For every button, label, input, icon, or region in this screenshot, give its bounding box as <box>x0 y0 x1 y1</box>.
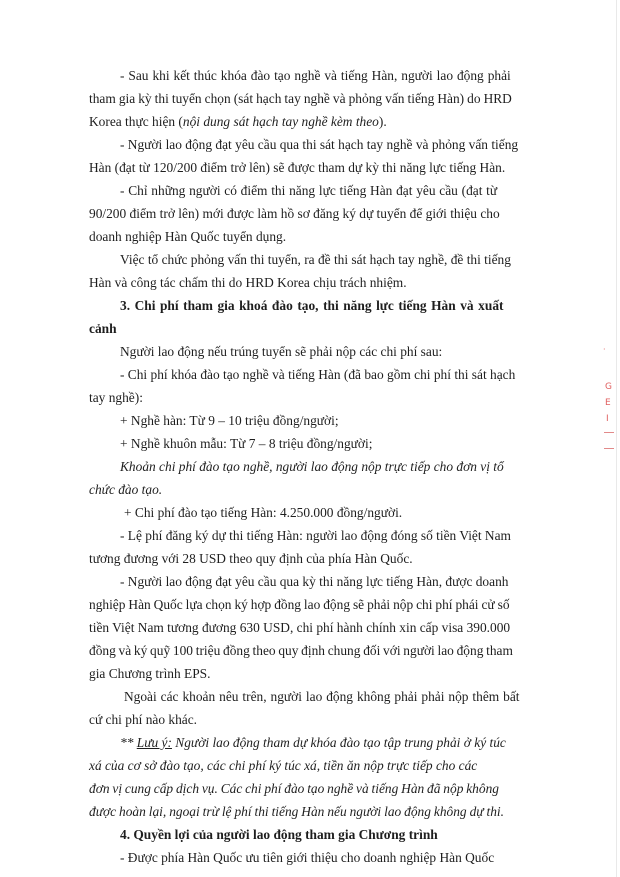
note-line: đơn vị cung cấp dịch vụ. Các chi phí đào tạo nghề và tiếng Hàn đã nộp không <box>89 781 499 796</box>
text-line: tiền Việt Nam tương đương 630 USD, chi phí hành chính xin cấp visa 390.000 <box>89 620 511 635</box>
text-run: ). <box>378 114 387 129</box>
note-text: Người lao động tham dự khóa đào tạo tập trung phải ở ký túc <box>171 735 506 750</box>
scan-edge-line <box>616 0 617 877</box>
note-line: xá của cơ sở đào tạo, các chi phí ký túc xá, tiền ăn nộp trực tiếp cho các <box>89 758 478 773</box>
text-line: - Chỉ những người có điểm thi năng lực tiếng Hàn đạt yêu cầu (đạt từ <box>120 183 498 198</box>
text-line: + Nghề hàn: Từ 9 – 10 triệu đồng/người; <box>120 413 339 428</box>
text-line: nghiệp Hàn Quốc lựa chọn ký hợp đồng lao động sẽ phải nộp chi phí phái cử số <box>89 597 510 612</box>
text-run: Korea thực hiện ( <box>89 114 183 129</box>
text-line: Hàn (đạt từ 120/200 điểm trở lên) sẽ được tham dự kỳ thi năng lực tiếng Hàn. <box>89 160 506 175</box>
section-heading-3-cont: cảnh <box>89 321 117 336</box>
text-line: - Được phía Hàn Quốc ưu tiên giới thiệu cho doanh nghiệp Hàn Quốc <box>120 850 495 865</box>
text-line: Việc tổ chức phỏng vấn thi tuyển, ra đề thi sát hạch tay nghề, đề thi tiếng <box>120 252 511 267</box>
text-line: Hàn và công tác chấm thi do HRD Korea chịu trách nhiệm. <box>89 275 407 290</box>
section-heading-3: 3. Chi phí tham gia khoá đào tạo, thi năng lực tiếng Hàn và xuất <box>120 298 504 313</box>
margin-mark-i: I <box>606 414 609 424</box>
margin-mark-e: E <box>605 398 611 408</box>
margin-rule <box>604 448 614 449</box>
note-line <box>120 735 506 751</box>
text-line: + Nghề khuôn mẫu: Từ 7 – 8 triệu đồng/người; <box>120 436 373 451</box>
note-label: Lưu ý: <box>136 735 172 750</box>
text-line: gia Chương trình EPS. <box>89 666 211 681</box>
italic-note: Khoản chi phí đào tạo nghề, người lao động nộp trực tiếp cho đơn vị tổ <box>120 459 504 474</box>
text-line: - Lệ phí đăng ký dự thi tiếng Hàn: người lao động đóng số tiền Việt Nam <box>120 528 511 543</box>
text-line: cứ chi phí nào khác. <box>89 712 198 727</box>
text-line: tay nghề): <box>89 390 143 405</box>
text-line: tương đương với 28 USD theo quy định của phía Hàn Quốc. <box>89 551 413 566</box>
text-line: Người lao động nếu trúng tuyển sẽ phải nộp các chi phí sau: <box>120 344 443 359</box>
text-line: đồng và ký quỹ 100 triệu đồng theo quy định chung đối với người lao động tham <box>89 643 513 658</box>
text-line: - Sau khi kết thúc khóa đào tạo nghề và tiếng Hàn, người lao động phải <box>120 68 511 83</box>
text-line: 90/200 điểm trở lên) mới được làm hồ sơ đăng ký dự tuyển để giới thiệu cho <box>89 206 500 221</box>
margin-rule <box>604 432 614 433</box>
text-line <box>89 114 387 130</box>
text-line: - Người lao động đạt yêu cầu qua thi sát hạch tay nghề và phỏng vấn tiếng <box>120 137 519 152</box>
section-heading-4: 4. Quyền lợi của người lao động tham gia Chương trình <box>120 827 438 842</box>
text-line: tham gia kỳ thi tuyển chọn (sát hạch tay nghề và phỏng vấn tiếng Hàn) do HRD <box>89 91 512 106</box>
margin-mark-g: G <box>605 382 612 392</box>
italic-note: chức đào tạo. <box>89 482 163 497</box>
text-line: - Chi phí khóa đào tạo nghề và tiếng Hàn (đã bao gồm chi phí thi sát hạch <box>120 367 516 382</box>
italic-note: nội dung sát hạch tay nghề kèm theo <box>182 114 379 129</box>
margin-mark: · <box>603 345 606 354</box>
text-line: - Người lao động đạt yêu cầu qua kỳ thi năng lực tiếng Hàn, được doanh <box>120 574 509 589</box>
text-line: Ngoài các khoản nêu trên, người lao động không phải phải nộp thêm bất <box>124 689 520 704</box>
note-prefix: ** <box>120 735 137 750</box>
text-line: doanh nghiệp Hàn Quốc tuyển dụng. <box>89 229 287 244</box>
note-line: được hoàn lại, ngoại trừ lệ phí thi tiếng Hàn nếu người lao động không dự thi. <box>89 804 504 819</box>
text-line: + Chi phí đào tạo tiếng Hàn: 4.250.000 đồng/người. <box>124 505 403 520</box>
